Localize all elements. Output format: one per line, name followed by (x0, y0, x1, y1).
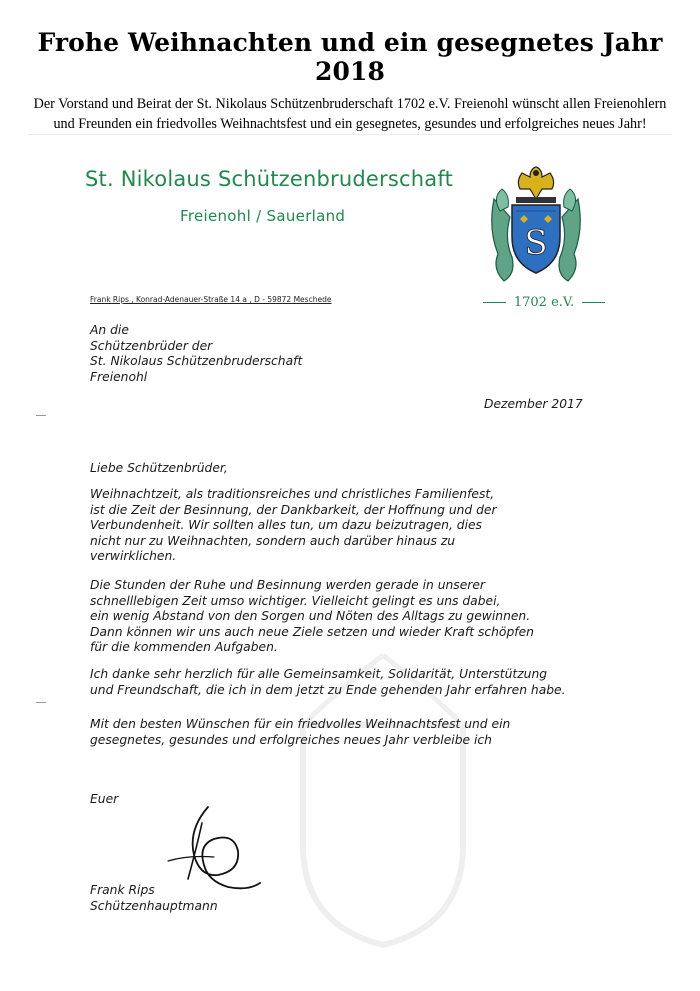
crest-logo (486, 159, 586, 289)
founded-label (483, 295, 605, 310)
page-title: Frohe Weihnachten und ein gesegnetes Jahr 2018 (37, 28, 663, 86)
intro-line: und Freunden ein friedvolles Weihnachtsfest und ein gesegnetes, gesundes und erfolgreiches neues Jahr! (53, 116, 647, 132)
text-line: nicht nur zu Weihnachten, sondern auch darüber hinaus zu (90, 533, 456, 548)
text-line: verwirklichen. (90, 549, 177, 563)
text-line: Die Stunden der Ruhe und Besinnung werden gerade in unserer (90, 578, 485, 592)
fold-mark (36, 415, 46, 416)
text-line: für die kommenden Aufgaben. (90, 640, 278, 654)
text-line: Verbundenheit. Wir sollten alles tun, um dazu beizutragen, dies (90, 518, 482, 532)
text-line: Weihnachtzeit, als traditionsreiches und christliches Familienfest, (90, 487, 495, 501)
founded-year: 1702 e.V. (513, 295, 575, 310)
svg-text:S: S (524, 223, 548, 263)
valediction: Euer (90, 792, 119, 806)
text-line: Ich danke sehr herzlich für alle Gemeinsamkeit, Solidarität, Unterstützung (90, 667, 548, 681)
text-line: Mit den besten Wünschen für ein friedvolles Weihnachtsfest und ein (90, 717, 511, 731)
signer-name: Frank Rips (90, 883, 155, 897)
rule-right (582, 302, 605, 303)
text-line: ein wenig Abstand von den Sorgen und Nöten des Alltags zu gewinnen. (90, 609, 531, 623)
organization-location: Freienohl / Sauerland (180, 207, 346, 225)
intro-line: Der Vorstand und Beirat der St. Nikolaus Schützenbruderschaft 1702 e.V. Freienohl wünscht allen Freienohlern (33, 96, 667, 112)
sender-address: Frank Rips , Konrad-Adenauer-Straße 14 a , D - 59872 Meschede (90, 295, 332, 304)
text-line: und Freundschaft, die ich in dem jetzt zu Ende gehenden Jahr erfahren habe. (90, 682, 566, 697)
recipient-line: St. Nikolaus Schützenbruderschaft (90, 354, 303, 368)
paragraph-1 (90, 487, 497, 565)
paragraph-2 (90, 578, 534, 656)
recipient-line: Freienohl (90, 369, 148, 384)
letter-date: Dezember 2017 (484, 397, 583, 411)
scanned-letter (28, 134, 672, 976)
paragraph-4 (90, 717, 510, 748)
signer-title: Schützenhauptmann (90, 898, 218, 913)
intro-text (14, 94, 686, 134)
signer-block (90, 883, 218, 914)
salutation: Liebe Schützenbrüder, (90, 461, 228, 475)
fold-mark (36, 702, 46, 703)
text-line: schnelllebigen Zeit umso wichtiger. Vielleicht gelingt es uns dabei, (90, 593, 501, 608)
organization-name: St. Nikolaus Schützenbruderschaft (85, 167, 454, 191)
text-line: gesegnetes, gesundes und erfolgreiches neues Jahr verbleibe ich (90, 732, 492, 747)
text-line: Dann können wir uns auch neue Ziele setzen und wieder Kraft schöpfen (90, 624, 534, 639)
handwritten-signature (148, 795, 268, 895)
recipient-address (90, 323, 302, 385)
paragraph-3 (90, 667, 566, 698)
text-line: ist die Zeit der Besinnung, der Dankbarkeit, der Hoffnung und der (90, 502, 497, 517)
recipient-line: An die (90, 323, 129, 337)
recipient-line: Schützenbrüder der (90, 338, 213, 353)
rule-left (483, 302, 506, 303)
